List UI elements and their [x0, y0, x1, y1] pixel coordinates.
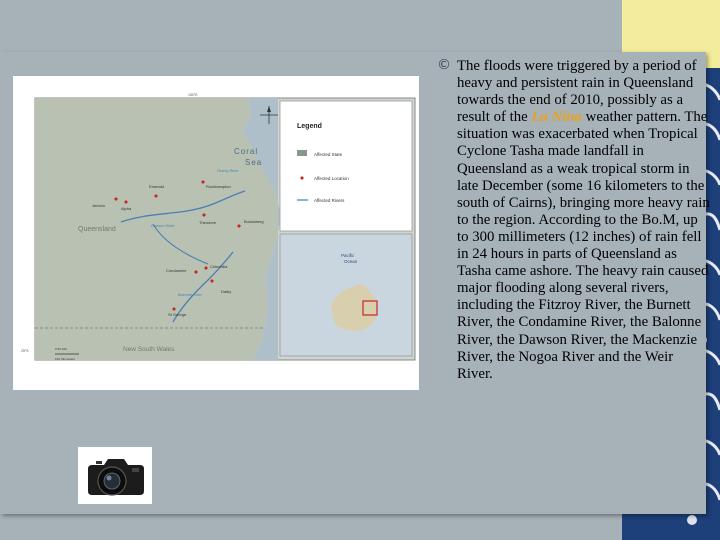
town-label-stgeorge: St George	[168, 312, 187, 317]
town-label-dalby: Dalby	[221, 289, 232, 294]
sea-label-line2: Sea	[245, 158, 263, 167]
flood-map	[13, 76, 419, 390]
scale-label-bottom: 150 Kilometers	[55, 357, 76, 361]
ocean-label-line2: Ocean	[344, 259, 358, 264]
bullet-icon: ©	[437, 57, 451, 73]
side-tick: 25°S	[21, 349, 29, 353]
legend-item-river: Affected Rivers	[314, 198, 345, 203]
town-label-alpha: Alpha	[121, 206, 132, 211]
town-label-theodore: Theodore	[199, 220, 217, 225]
legend-box	[280, 101, 412, 231]
legend-item-location: Affected Location	[314, 176, 349, 181]
south-state-label: New South Wales	[123, 346, 175, 353]
ocean-label-line1: Pacific	[341, 253, 355, 258]
la-nina-highlight: La Nina	[531, 109, 582, 126]
camera-photo	[78, 447, 152, 504]
top-tick: 150°E	[188, 93, 198, 97]
town-label-condamine: Condamine	[166, 268, 187, 273]
sea-label-line1: Coral	[234, 147, 259, 156]
land-area	[35, 98, 281, 360]
body-text-part2: weather pattern. The situation was exacerbated when Tropical Cyclone Tasha made landfall in Queensland as a weak tropical storm in late December (some 16 kilometers to the south of Cairns), bringing more heavy rain to the region. According to the Bo.M, up to 300 millimeters (12 inches) of rain fell in 24 hours in parts of Queensland as Tasha came ashore. The heavy rain caused major flooding along several rivers, including the Fitzroy River, the Burnett River, the Condamine River, the Balonne River, the Dawson River, the Mackenzie River, the Nogoa River and the Weir River.	[457, 109, 710, 382]
body-text-part1: The floods were triggered by a period of heavy and persistent rain in Queensland towards the end of 2010, possibly as a result of the	[457, 58, 697, 126]
river-label-fitzroy: Fitzroy River	[217, 169, 239, 173]
town-label-chinchilla: Chinchilla	[210, 264, 228, 269]
town-label-emerald: Emerald	[149, 184, 164, 189]
legend-item-state: Affected State	[314, 152, 343, 157]
river-label-dawson: Dawson River	[151, 224, 175, 228]
legend-title: Legend	[297, 123, 322, 130]
state-label: Queensland	[78, 226, 116, 233]
slide-body-text	[457, 58, 711, 383]
scale-label-top: 0 50 100	[55, 347, 67, 351]
town-label-rockhampton: Rockhampton	[206, 184, 231, 189]
town-label-jericho: Jericho	[92, 203, 105, 208]
legend-swatch-state	[297, 150, 307, 156]
town-label-bundaberg: Bundaberg	[244, 219, 264, 224]
river-label-balonne: Balonne River	[178, 293, 202, 297]
